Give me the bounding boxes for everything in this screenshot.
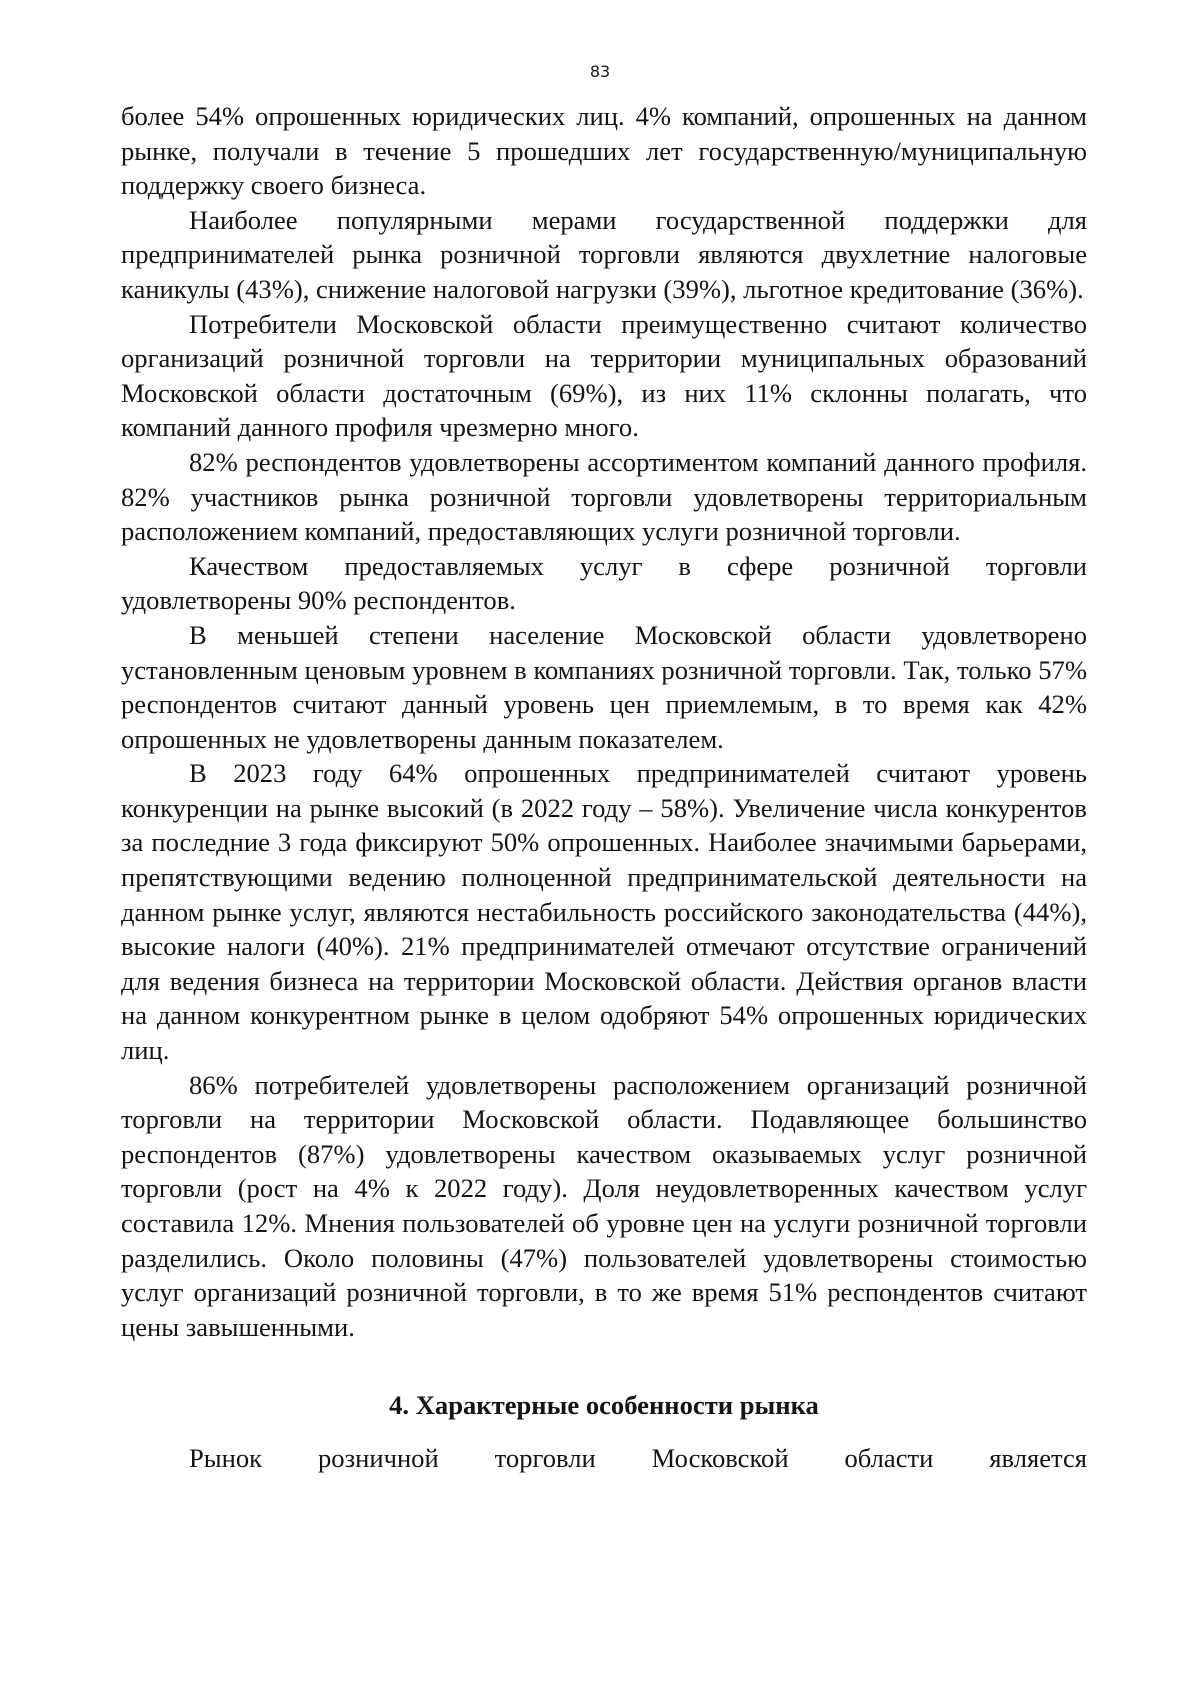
paragraph-assortment: 82% респондентов удовлетворены ассортиментом компаний данного профиля. 82% участников рынка розничной торговли удовлетворены территориальным расположением компаний, предоставляющих услуги розничной торговли. [121,446,1087,547]
paragraph-competition: В 2023 году 64% опрошенных предпринимателей считают уровень конкуренции на рынке высокий (в 2022 году – 58%). Увеличение числа конкурентов за последние 3 года фиксируют 50% опрошенных. Наиболее значимыми барьерами, препятствующими ведению полноценной предпринимательской деятельности на данном рынке услуг, являются нестабильность российского законодательства (44%), высокие налоги (40%). 21% предпринимателей отмечают отсутствие ограничений для ведения бизнеса на территории Московской области. Действия органов власти на данном конкурентном рынке в целом одобряют 54% опрошенных юридических лиц. [121,758,1087,1066]
paragraph-organization-count: Потребители Московской области преимущественно считают количество организаций розничной торговли на территории муниципальных образований Московской области достаточным (69%), из них 11% склонны полагать, что компаний данного профиля чрезмерно много. [121,308,1087,443]
paragraph-continuation: более 54% опрошенных юридических лиц. 4% компаний, опрошенных на данном рынке, получали в течение 5 прошедших лет государственную/муниципальную поддержку своего бизнеса. [121,101,1087,201]
paragraph-market-start: Рынок розничной торговли Московской области является [189,1442,1087,1473]
paragraph-support-measures: Наиболее популярными мерами государственной поддержки для предпринимателей рынка розничной торговли являются двухлетние налоговые каникулы (43%), снижение налоговой нагрузки (39%), льготное кредитование (36%). [121,204,1087,304]
paragraph-service-quality: Качеством предоставляемых услуг в сфере розничной торговли удовлетворены 90% респондентов. [121,550,1087,616]
document-body [121,99,1087,1476]
paragraph-price-level: В меньшей степени население Московской области удовлетворено установленным ценовым уровнем в компаниях розничной торговли. Так, только 57% респондентов считают данный уровень цен приемлемым, в то время как 42% опрошенных не удовлетворены данным показателем. [121,619,1087,754]
paragraph-consumer-satisfaction: 86% потребителей удовлетворены расположением организаций розничной торговли на территории Московской области. Подавляющее большинство респондентов (87%) удовлетворены качеством оказываемых услуг розничной торговли (рост на 4% к 2022 году). Доля неудовлетворенных качеством услуг составила 12%. Мнения пользователей об уровне цен на услуги розничной торговли разделились. Около половины (47%) пользователей удовлетворены стоимостью услуг организаций розничной торговли, в то же время 51% респондентов считают цены завышенными. [121,1069,1087,1342]
section-heading: 4. Характерные особенности рынка [389,1390,819,1421]
page-number: 83 [589,62,611,81]
